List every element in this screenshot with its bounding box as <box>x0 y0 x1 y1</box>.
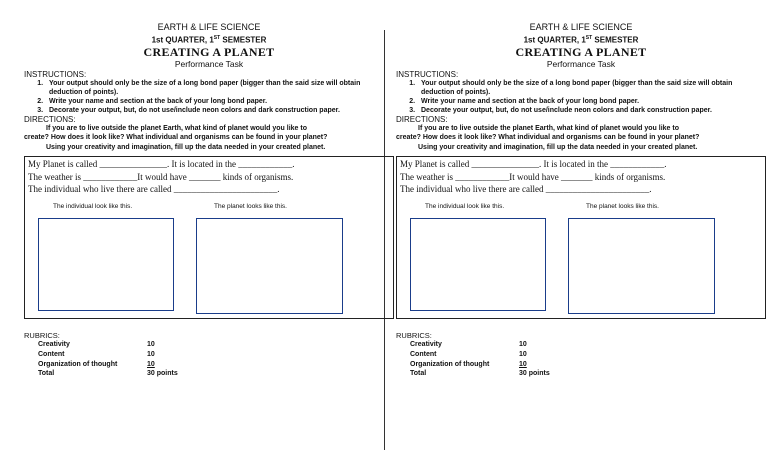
rubric-row: Creativity 10 <box>38 341 155 349</box>
rubric-row: Total 30 points <box>38 370 178 378</box>
directions-text-2: create? How does it look like? What individual and organisms can be found in your planet? <box>396 134 700 142</box>
rubrics-section <box>396 331 766 378</box>
fill-in-sentence[interactable]: My Planet is called _______________. It is located in the ____________. <box>28 159 295 170</box>
planet-drawing-box[interactable] <box>568 218 715 314</box>
rubric-row: Creativity 10 <box>410 341 527 349</box>
rubric-row: Total 30 points <box>410 370 550 378</box>
planet-caption: The planet looks like this. <box>586 203 659 211</box>
directions-text-3: Using your creativity and imagination, fill up the data needed in your created planet. <box>418 143 698 151</box>
instructions-list <box>24 79 394 115</box>
individual-drawing-box[interactable] <box>38 218 174 311</box>
worksheet-title: CREATING A PLANET <box>143 44 275 59</box>
rubric-row: Content 10 <box>38 351 155 359</box>
fill-in-sentence[interactable]: The individual who live there are called _______________________. <box>400 184 652 195</box>
subject-title: EARTH & LIFE SCIENCE <box>529 22 633 32</box>
task-type: Performance Task <box>174 58 244 69</box>
fill-in-sentence[interactable]: My Planet is called _______________. It is located in the ____________. <box>400 159 667 170</box>
task-type: Performance Task <box>546 58 616 69</box>
planet-drawing-box[interactable] <box>196 218 343 314</box>
fill-in-sentence[interactable]: The weather is ____________It would have _______ kinds of organisms. <box>28 171 294 182</box>
directions-text-2: create? How does it look like? What individual and organisms can be found in your planet? <box>24 134 328 142</box>
worksheet-header <box>396 22 766 70</box>
instruction-item: 1. Your output should only be the size of a long bond paper (bigger than the said size will obtain deduction of points). <box>45 79 394 97</box>
directions-label: DIRECTIONS: <box>24 114 76 124</box>
planet-caption: The planet looks like this. <box>214 203 287 211</box>
directions-text-1: If you are to live outside the planet Earth, what kind of planet would you like to <box>418 124 679 132</box>
rubrics-label: RUBRICS: <box>24 331 60 341</box>
fill-in-sentence[interactable]: The individual who live there are called _______________________. <box>28 184 280 195</box>
rubrics-label: RUBRICS: <box>396 331 432 341</box>
rubric-row: Organization of thought 10 <box>410 360 527 368</box>
instructions-label: INSTRUCTIONS: <box>396 69 459 79</box>
quarter-line: 1st QUARTER, 1ST SEMESTER <box>523 35 639 45</box>
fill-in-sentence[interactable]: The weather is ____________It would have _______ kinds of organisms. <box>400 171 666 182</box>
rubric-row: Content 10 <box>410 351 527 359</box>
worksheet-title: CREATING A PLANET <box>515 44 647 59</box>
instruction-item: 1. Your output should only be the size of a long bond paper (bigger than the said size will obtain deduction of points). <box>417 79 766 97</box>
instruction-item: 3. Decorate your output, but, do not use/include neon colors and dark construction paper. <box>417 106 766 115</box>
individual-caption: The individual look like this. <box>425 203 505 211</box>
rubrics-section <box>24 331 394 378</box>
directions-text-3: Using your creativity and imagination, fill up the data needed in your created planet. <box>46 143 326 151</box>
worksheet-header <box>24 22 394 70</box>
subject-title: EARTH & LIFE SCIENCE <box>157 22 261 32</box>
planet-worksheet-box <box>24 156 394 319</box>
directions-section <box>396 115 766 153</box>
worksheet-right <box>396 22 766 442</box>
instruction-item: 3. Decorate your output, but, do not use/include neon colors and dark construction paper. <box>45 106 394 115</box>
instructions-label: INSTRUCTIONS: <box>24 69 87 79</box>
directions-label: DIRECTIONS: <box>396 114 448 124</box>
individual-caption: The individual look like this. <box>53 203 133 211</box>
instruction-item: 2. Write your name and section at the back of your long bond paper. <box>45 97 394 106</box>
instructions-list <box>396 79 766 115</box>
directions-text-1: If you are to live outside the planet Earth, what kind of planet would you like to <box>46 124 307 132</box>
instruction-item: 2. Write your name and section at the back of your long bond paper. <box>417 97 766 106</box>
quarter-line: 1st QUARTER, 1ST SEMESTER <box>151 35 267 45</box>
worksheet-left <box>24 22 394 442</box>
rubric-row: Organization of thought 10 <box>38 360 155 368</box>
planet-worksheet-box <box>396 156 766 319</box>
individual-drawing-box[interactable] <box>410 218 546 311</box>
directions-section <box>24 115 394 153</box>
